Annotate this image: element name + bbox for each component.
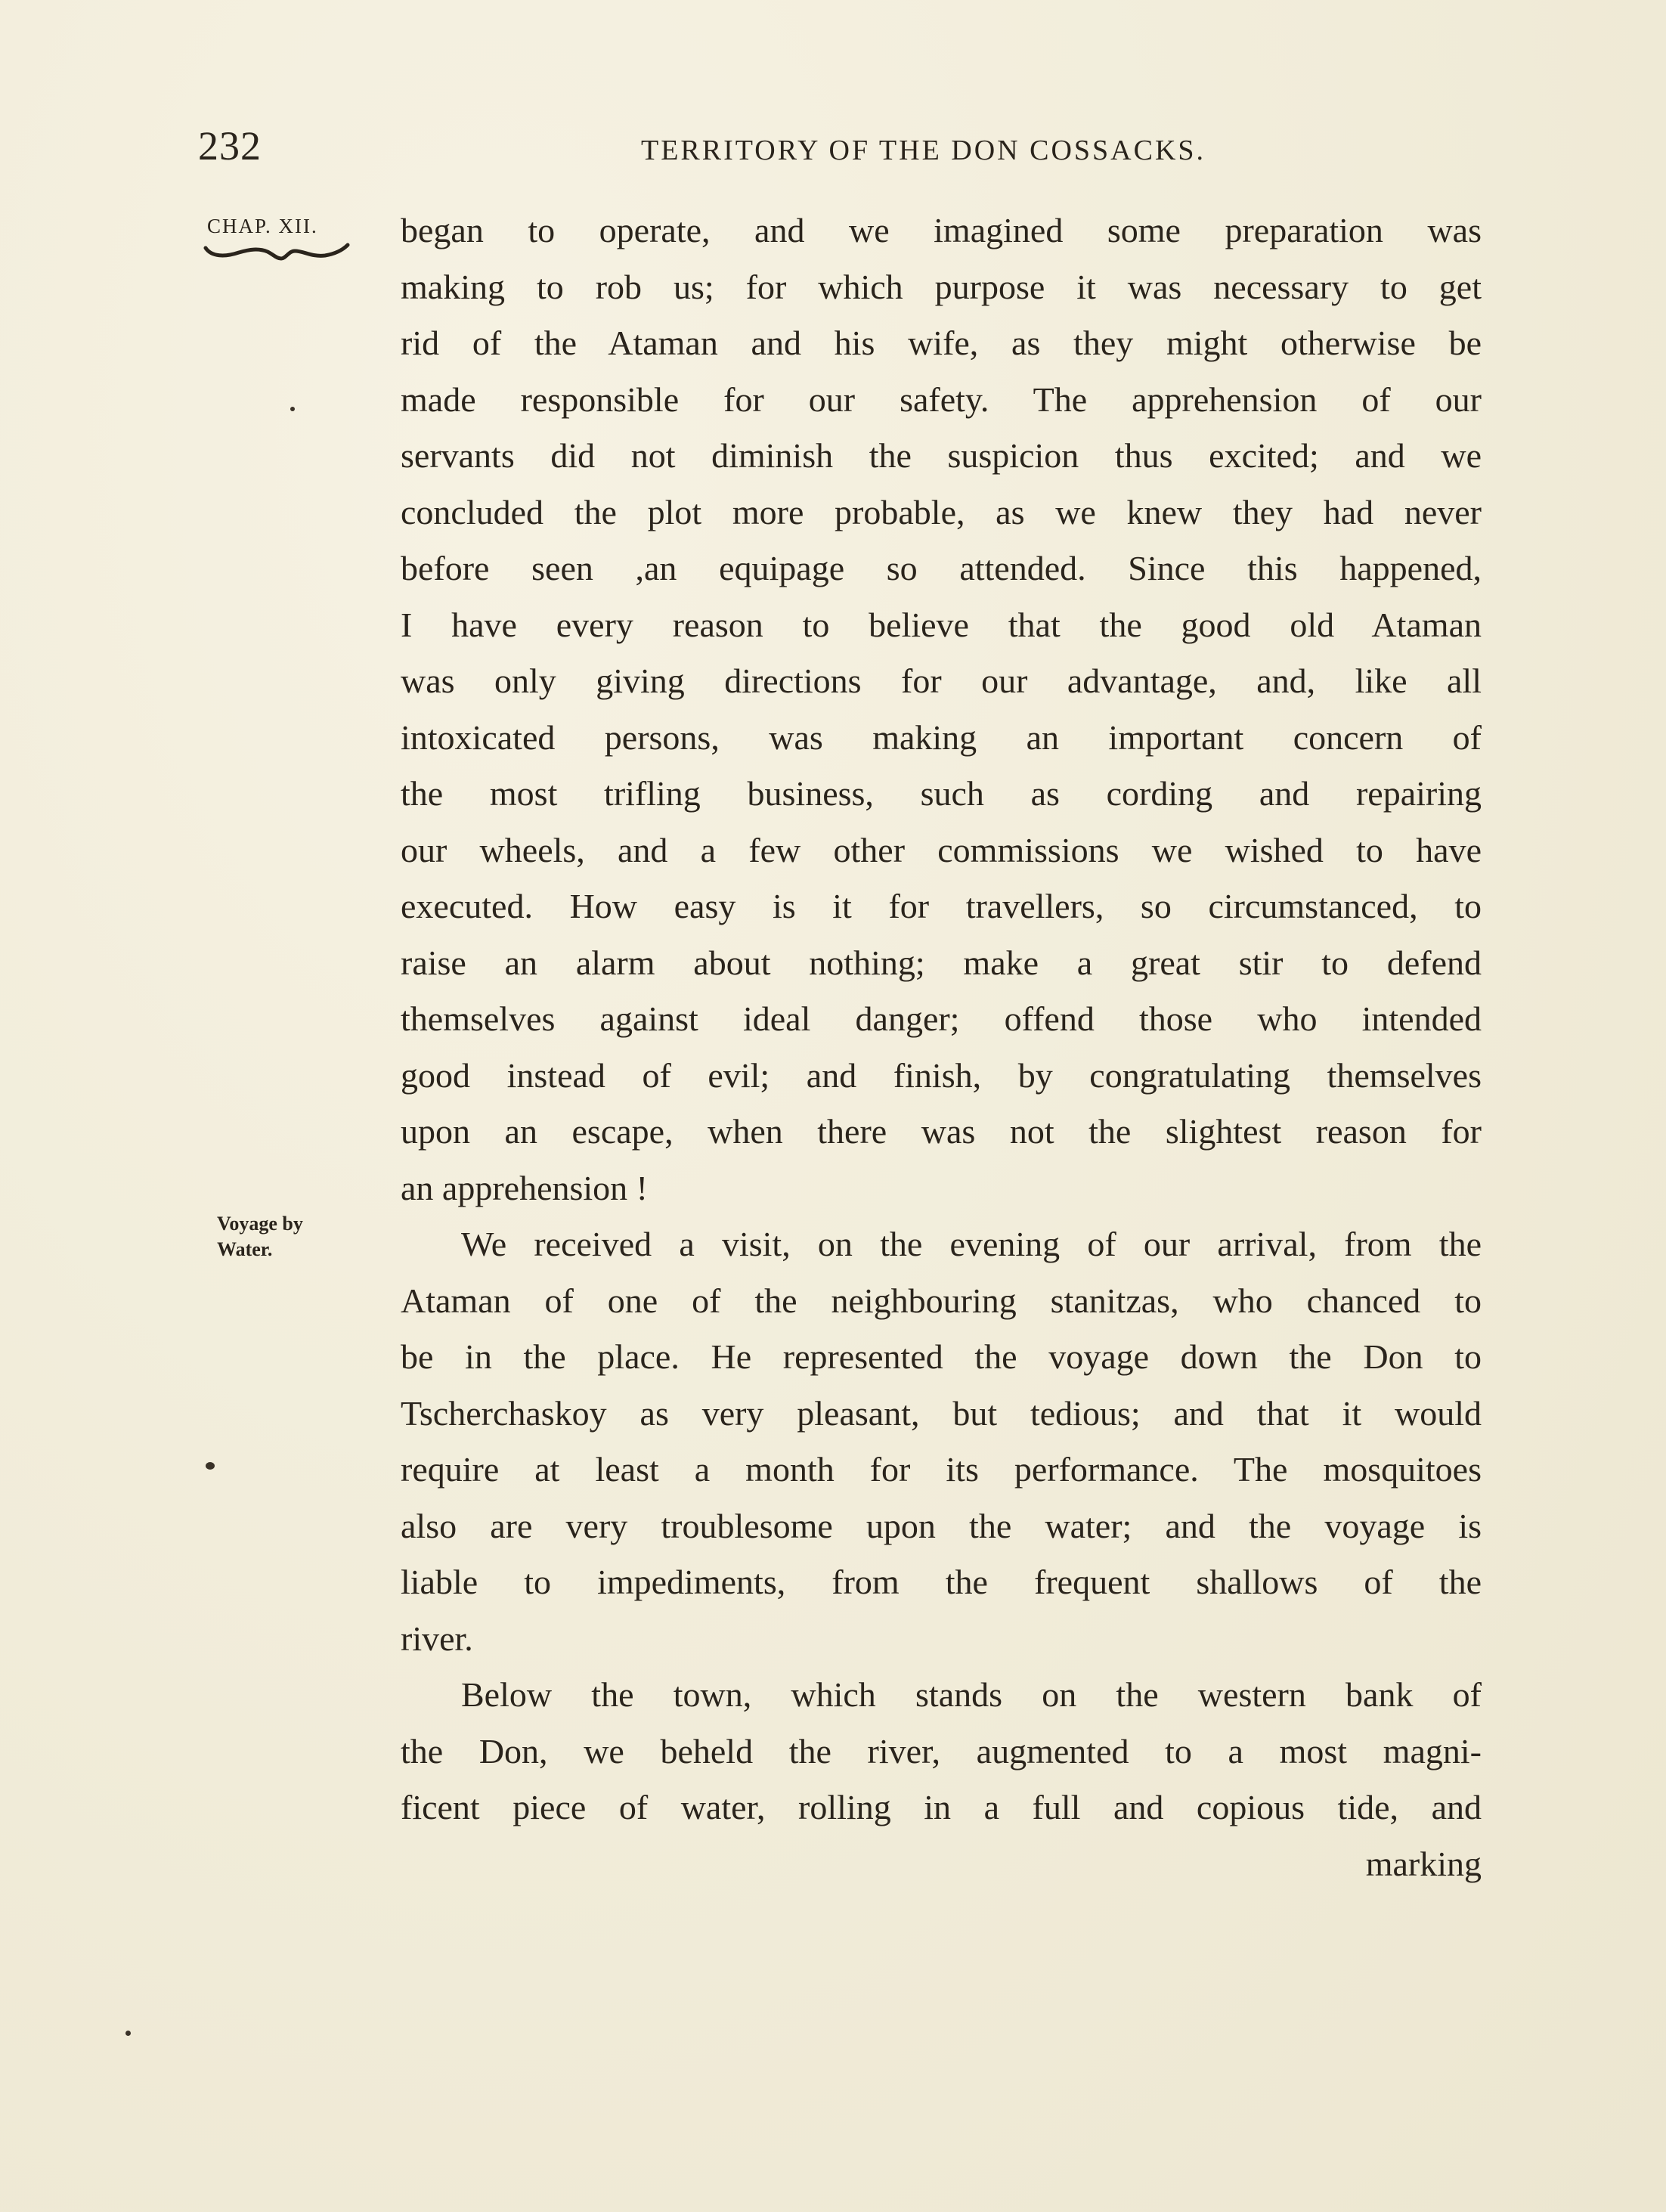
text-line: making to rob us; for which purpose it was necessary to get: [401, 267, 1482, 306]
text-line: the most trifling business, such as cording and repairing: [401, 774, 1482, 813]
margin-note-line: Voyage by: [217, 1213, 303, 1235]
text-line: Below the town, which stands on the western bank of: [461, 1675, 1482, 1714]
catchword: marking: [1365, 1844, 1482, 1883]
running-head: TERRITORY OF THE DON COSSACKS.: [641, 135, 1206, 166]
text-line: began to operate, and we imagined some preparation was: [401, 211, 1482, 249]
body-text: [401, 203, 1482, 1892]
text-line: rid of the Ataman and his wife, as they might otherwise be: [401, 324, 1482, 362]
text-line: the Don, we beheld the river, augmented to a most magni-: [401, 1731, 1482, 1771]
text-line: Tscherchaskoy as very pleasant, but tedious; and that it would: [401, 1393, 1482, 1433]
ink-speck: [290, 407, 295, 411]
text-line: good instead of evil; and finish, by congratulating themselves: [401, 1055, 1482, 1095]
text-line: intoxicated persons, was making an important concern of: [401, 717, 1482, 757]
text-line: liable to impediments, from the frequent shallows of the: [401, 1563, 1482, 1601]
swash-ornament: [203, 240, 354, 266]
text-line: was only giving directions for our advantage, and, like all: [401, 661, 1482, 700]
text-line: concluded the plot more probable, as we knew they had never: [401, 492, 1482, 531]
text-line: Ataman of one of the neighbouring stanitzas, who chanced to: [401, 1281, 1482, 1320]
text-line: themselves against ideal danger; offend those who intended: [401, 999, 1482, 1038]
text-line: raise an alarm about nothing; make a great stir to defend: [401, 943, 1482, 982]
chapter-label: CHAP. XII.: [207, 215, 318, 237]
text-line: We received a visit, on the evening of our arrival, from the: [461, 1225, 1482, 1263]
text-line: ficent piece of water, rolling in a full and copious tide, and: [401, 1788, 1482, 1826]
margin-note-voyage: [217, 1211, 303, 1262]
text-line: also are very troublesome upon the water; and the voyage is: [401, 1506, 1482, 1545]
ink-speck: [206, 1462, 215, 1470]
text-line: executed. How easy is it for travellers, so circumstanced, to: [401, 887, 1482, 925]
ink-speck: [125, 2031, 131, 2036]
page-number: 232: [198, 123, 262, 169]
text-line: made responsible for our safety. The apprehension of our: [401, 380, 1482, 419]
text-line: before seen ,an equipage so attended. Since this happened,: [401, 549, 1482, 587]
margin-note-line: Water.: [217, 1238, 273, 1260]
text-line: require at least a month for its performance. The mosquitoes: [401, 1450, 1482, 1489]
text-line: be in the place. He represented the voyage down the Don to: [401, 1337, 1482, 1376]
text-line: I have every reason to believe that the good old Ataman: [401, 605, 1482, 644]
text-line: an apprehension !: [401, 1168, 648, 1207]
text-line: servants did not diminish the suspicion thus excited; and we: [401, 436, 1482, 475]
text-line: upon an escape, when there was not the slightest reason for: [401, 1112, 1482, 1151]
text-line: river.: [401, 1619, 473, 1658]
text-line: our wheels, and a few other commissions we wished to have: [401, 830, 1482, 869]
